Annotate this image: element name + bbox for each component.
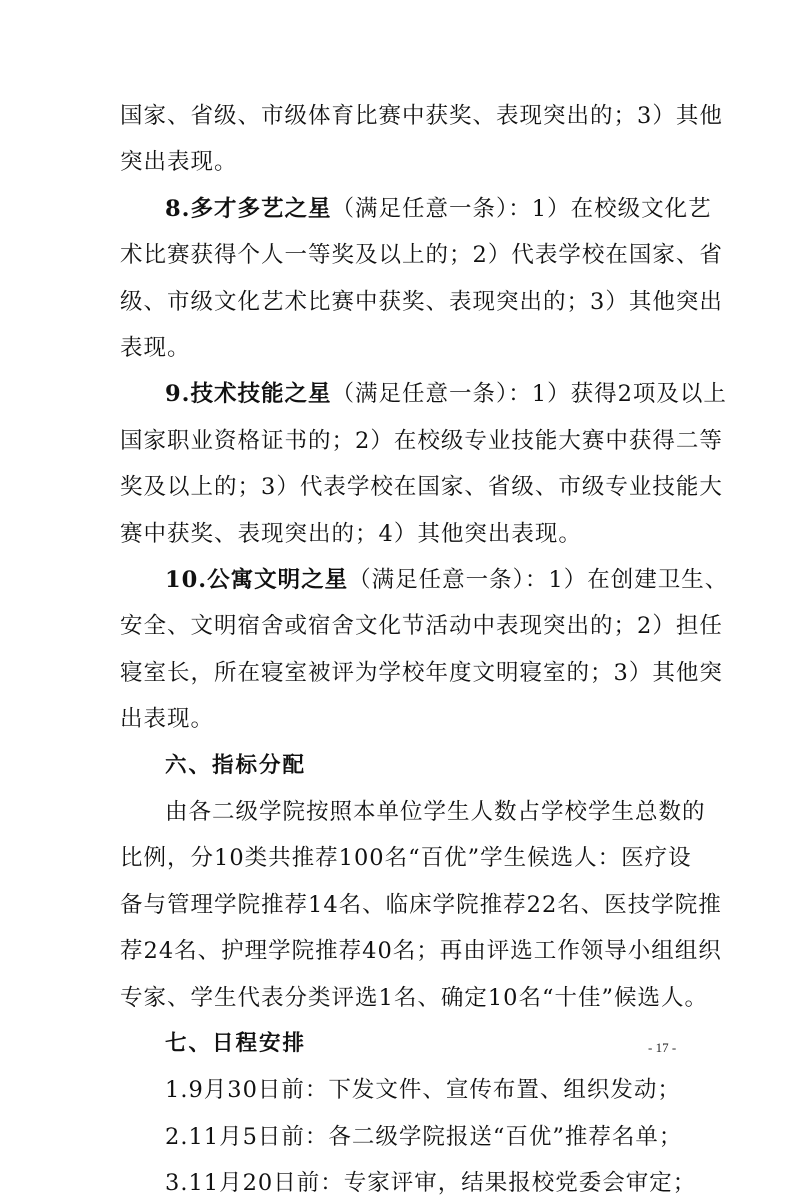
text-line: 出表现。 — [120, 706, 215, 733]
text-line: 术比赛获得个人一等奖及以上的；2）代表学校在国家、省 — [120, 242, 723, 269]
text-line: 赛中获奖、表现突出的；4）其他突出表现。 — [120, 520, 582, 547]
page-number: - 17 - — [648, 1040, 677, 1055]
text-line: 国家职业资格证书的；2）在校级专业技能大赛中获得二等 — [120, 427, 723, 454]
text-line: 突出表现。 — [120, 149, 238, 176]
text-line: 寝室长，所在寝室被评为学校年度文明寝室的；3）其他突 — [120, 659, 723, 686]
star-10-text: （满足任意一条）：1）在创建卫生、 — [348, 567, 729, 593]
text-line: 表现。 — [120, 335, 191, 361]
schedule-item-1: 1.9月30日前：下发文件、宣传布置、组织发动； — [165, 1077, 681, 1104]
star-8-title: 8.多才多艺之星 — [165, 195, 332, 222]
text-line: 级、市级文化艺术比赛中获奖、表现突出的；3）其他突出 — [120, 288, 723, 315]
text-line: 备与管理学院推荐14名、临床学院推荐22名、医技学院推 — [120, 891, 722, 918]
text-line: 由各二级学院按照本单位学生人数占学校学生总数的 — [165, 799, 706, 825]
text-line: 荐24名、护理学院推荐40名；再由评选工作领导小组组织 — [120, 938, 722, 965]
text-line: 比例，分10类共推荐100名“百优”学生候选人：医疗设 — [120, 845, 692, 872]
text-line: 国家、省级、市级体育比赛中获奖、表现突出的；3）其他 — [120, 103, 723, 129]
text-line: 安全、文明宿舍或宿舍文化节活动中表现突出的；2）担任 — [120, 613, 723, 640]
text-line: 专家、学生代表分类评选1名、确定10名“十佳”候选人。 — [120, 984, 708, 1011]
text-line: 奖及以上的；3）代表学校在国家、省级、市级专业技能大 — [120, 474, 723, 501]
star-9-title: 9.技术技能之星 — [165, 381, 332, 408]
section-7-heading: 七、日程安排 — [165, 1031, 307, 1056]
schedule-item-2: 2.11月5日前：各二级学院报送“百优”推荐名单； — [165, 1123, 683, 1150]
schedule-item-3: 3.11月20日前：专家评审，结果报校党委会审定； — [165, 1170, 697, 1197]
star-10-title: 10.公寓文明之星 — [165, 567, 349, 593]
star-8-text: （满足任意一条）：1）在校级文化艺 — [331, 195, 712, 222]
section-6-heading: 六、指标分配 — [165, 752, 307, 778]
star-9-text: （满足任意一条）：1）获得2项及以上 — [331, 381, 727, 408]
